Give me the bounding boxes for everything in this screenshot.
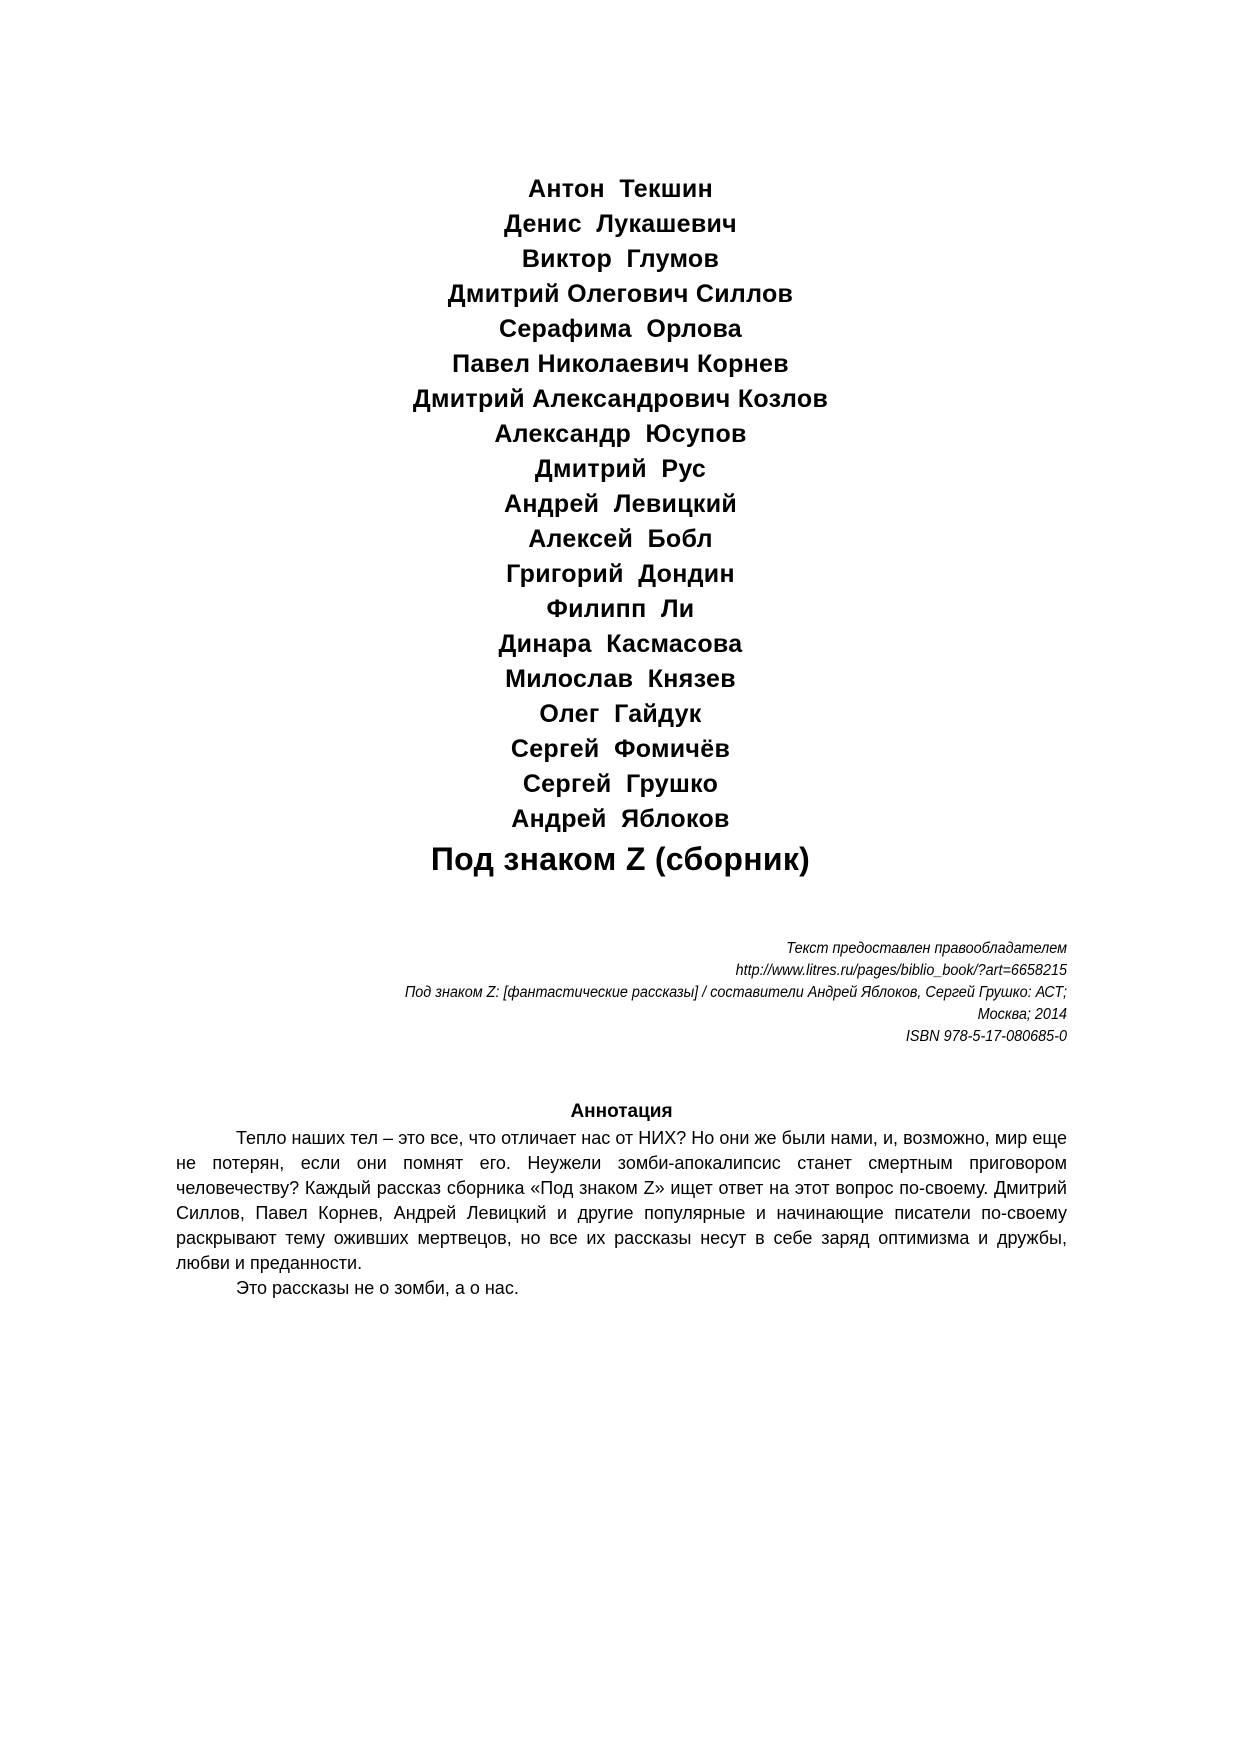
publication-info xyxy=(230,938,1067,1048)
bibliographic-record: Под знаком Z: [фантастические рассказы] / составители Андрей Яблоков, Сергей Грушко: АСТ; xyxy=(404,984,1068,1001)
isbn: ISBN 978-5-17-080685-0 xyxy=(905,1028,1067,1045)
author-name: Алексей Бобл xyxy=(528,525,713,553)
annotation-paragraph: Это рассказы не о зомби, а о нас. xyxy=(236,1278,519,1298)
book-title: Под знаком Z (сборник) xyxy=(430,841,811,877)
authors-list xyxy=(0,172,1241,879)
annotation-paragraph: Тепло наших тел – это все, что отличает нас от НИХ? Но они же были нами, и, возможно, мир еще не потерян, если они помнят его. Неужели зомби-апокалипсис станет смертным приговором человечеству? Каждый рассказ сборника «Под знаком Z» ищет ответ на этот вопрос по-своему. Дмитрий Силлов, Павел Корнев, Андрей Левицкий и другие популярные и начинающие писатели по-своему раскрывают тему оживших мертвецов, но все их рассказы несут в себе заряд оптимизма и дружбы, любви и преданности. xyxy=(176,1128,1067,1273)
annotation-heading: Аннотация xyxy=(570,1101,673,1122)
author-name: Динара Касмасова xyxy=(498,630,743,658)
source-url: http://www.litres.ru/pages/biblio_book/?art=6658215 xyxy=(735,962,1067,979)
author-name: Филипп Ли xyxy=(546,595,695,623)
author-name: Сергей Грушко xyxy=(522,770,719,798)
author-name: Дмитрий Олегович Силлов xyxy=(447,280,794,308)
author-name: Григорий Дондин xyxy=(506,560,735,588)
author-name: Виктор Глумов xyxy=(521,245,720,273)
annotation-section xyxy=(176,1100,1067,1301)
author-name: Александр Юсупов xyxy=(494,420,747,448)
author-name: Серафима Орлова xyxy=(499,315,742,343)
author-name: Дмитрий Рус xyxy=(534,455,707,483)
author-name: Сергей Фомичёв xyxy=(510,735,731,763)
author-name: Олег Гайдук xyxy=(539,700,702,728)
author-name: Антон Текшин xyxy=(528,175,713,203)
author-name: Денис Лукашевич xyxy=(504,210,737,238)
author-name: Дмитрий Александрович Козлов xyxy=(412,385,829,413)
author-name: Андрей Левицкий xyxy=(503,490,738,518)
author-name: Милослав Князев xyxy=(505,665,736,693)
provided-by-text: Текст предоставлен правообладателем xyxy=(786,940,1067,957)
author-name: Андрей Яблоков xyxy=(511,805,730,833)
city-year: Москва; 2014 xyxy=(977,1006,1067,1023)
author-name: Павел Николаевич Корнев xyxy=(452,350,789,378)
